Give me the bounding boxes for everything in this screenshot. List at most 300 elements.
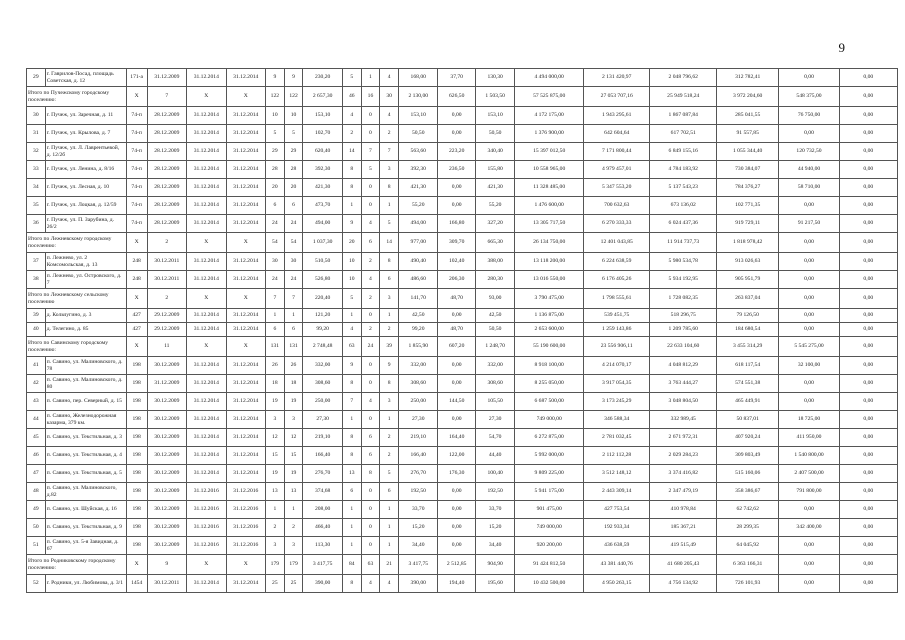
address-cell: п. Савино, ул. Малиновского, д. 78: [45, 357, 126, 375]
table-cell: 490,40: [399, 253, 438, 271]
table-cell: 0,00: [839, 537, 897, 555]
table-cell: 6 176 405,26: [583, 271, 650, 289]
table-cell: 76 750,00: [779, 107, 839, 125]
table-cell: 465 449,91: [717, 393, 779, 411]
table-row: [27, 253, 898, 271]
table-cell: 31.12.2016: [226, 519, 265, 537]
table-cell: 9: [266, 69, 285, 87]
table-cell: 13 118 200,00: [515, 253, 584, 271]
table-cell: 176,30: [438, 465, 475, 483]
table-cell: 20: [342, 233, 361, 253]
table-cell: 31.12.2014: [226, 197, 265, 215]
table-cell: 0,00: [438, 501, 475, 519]
table-cell: 155,80: [475, 161, 514, 179]
table-cell: 30.12.2009: [147, 357, 186, 375]
table-cell: 24: [284, 271, 303, 289]
table-cell: 18 725,00: [779, 411, 839, 429]
table-cell: 31.12.2014: [187, 107, 226, 125]
table-cell: 0,00: [839, 429, 897, 447]
table-cell: 31.12.2016: [187, 537, 226, 555]
table-cell: 8: [342, 429, 361, 447]
table-cell: 46: [27, 447, 46, 465]
table-cell: 31.12.2014: [187, 125, 226, 143]
address-cell: д. Телегино, д. 85: [45, 323, 126, 337]
table-cell: 4 494 000,00: [515, 69, 584, 87]
table-cell: 4: [361, 271, 380, 289]
table-cell: 0,00: [779, 271, 839, 289]
table-row: [27, 323, 898, 337]
address-cell: г. Пучеж, ул. Лесная, д. 10: [45, 179, 126, 197]
table-cell: 37: [27, 253, 46, 271]
table-cell: 9: [147, 555, 186, 575]
table-cell: 374,68: [303, 483, 342, 501]
table-cell: 0,00: [779, 393, 839, 411]
table-cell: 91 557,85: [717, 125, 779, 143]
address-cell: п. Лежнево, ул. 2 Комсомольская, д. 13: [45, 253, 126, 271]
table-cell: 198: [126, 447, 147, 465]
table-cell: 10: [284, 107, 303, 125]
table-cell: 58 710,00: [779, 179, 839, 197]
table-cell: 1: [380, 519, 399, 537]
table-cell: 5: [342, 289, 361, 309]
table-cell: 19: [284, 465, 303, 483]
table-cell: 34,40: [475, 537, 514, 555]
table-cell: 63: [342, 337, 361, 357]
table-cell: 0: [361, 483, 380, 501]
table-cell: 6: [361, 429, 380, 447]
table-cell: 0,00: [839, 87, 897, 107]
table-cell: 93,00: [475, 289, 514, 309]
subtotal-label: Итого по Лежневскому сельскому поселению: [27, 289, 127, 309]
table-cell: 28.12.2009: [147, 107, 186, 125]
table-cell: 276,70: [303, 465, 342, 483]
table-cell: 276,70: [399, 465, 438, 483]
table-cell: 44 940,00: [779, 161, 839, 179]
table-cell: 27,30: [475, 411, 514, 429]
table-cell: 7: [266, 289, 285, 309]
table-cell: 0,00: [839, 215, 897, 233]
table-cell: 31.12.2014: [187, 393, 226, 411]
table-cell: 192,50: [475, 483, 514, 501]
table-cell: 24: [266, 215, 285, 233]
table-cell: 5 347 553,20: [583, 179, 650, 197]
table-cell: 2 781 032,45: [583, 429, 650, 447]
table-cell: 1 818 978,42: [717, 233, 779, 253]
address-cell: г. Пучеж, ул. Л. Лаврентьевой, д. 12/2б: [45, 143, 126, 161]
table-cell: 2: [361, 253, 380, 271]
table-cell: 1: [342, 501, 361, 519]
table-cell: 19: [284, 393, 303, 411]
table-cell: 665,30: [475, 233, 514, 253]
table-cell: 166,80: [438, 215, 475, 233]
table-cell: 30: [284, 253, 303, 271]
table-cell: 166,40: [399, 447, 438, 465]
table-cell: 8: [380, 179, 399, 197]
table-cell: 74-п: [126, 215, 147, 233]
table-cell: 11 328 485,00: [515, 179, 584, 197]
table-cell: 6: [266, 197, 285, 215]
table-cell: 26: [266, 357, 285, 375]
table-cell: 0,00: [839, 309, 897, 323]
table-cell: 2: [147, 289, 186, 309]
table-cell: 48: [27, 483, 46, 501]
table-cell: 43: [27, 393, 46, 411]
address-cell: п. Савино, ул. 5-я Завидная, д. 67: [45, 537, 126, 555]
table-cell: 25: [284, 575, 303, 593]
table-cell: 539 451,75: [583, 309, 650, 323]
table-cell: 0,00: [438, 375, 475, 393]
table-cell: 33,70: [399, 501, 438, 519]
table-cell: 0: [361, 179, 380, 197]
table-cell: 32 100,00: [779, 357, 839, 375]
table-cell: 29: [266, 143, 285, 161]
table-cell: 113,30: [303, 537, 342, 555]
table-cell: 11: [147, 337, 186, 357]
table-cell: X: [226, 555, 265, 575]
table-cell: 427: [126, 323, 147, 337]
table-cell: 31.12.2014: [226, 575, 265, 593]
table-cell: 30: [266, 253, 285, 271]
table-cell: 34: [27, 179, 46, 197]
table-cell: 19: [266, 393, 285, 411]
table-cell: 0,00: [779, 69, 839, 87]
table-cell: 0,00: [779, 309, 839, 323]
table-cell: 411 950,00: [779, 429, 839, 447]
table-cell: 42,50: [399, 309, 438, 323]
address-cell: г. Родники, ул. Любимова, д. 3/1: [45, 575, 126, 593]
table-cell: 2 407 500,00: [779, 465, 839, 483]
table-cell: 6 270 333,33: [583, 215, 650, 233]
table-cell: 977,00: [399, 233, 438, 253]
table-cell: 0,00: [839, 447, 897, 465]
table-cell: 421,30: [303, 179, 342, 197]
subtotal-row: [27, 555, 898, 575]
table-cell: X: [126, 555, 147, 575]
table-cell: 13 016 550,00: [515, 271, 584, 289]
table-cell: 54,70: [475, 429, 514, 447]
table-cell: 0,00: [438, 537, 475, 555]
table-cell: 28.12.2009: [147, 125, 186, 143]
table-cell: 407 920,24: [717, 429, 779, 447]
table-cell: 31.12.2014: [187, 143, 226, 161]
table-cell: 6 272 875,00: [515, 429, 584, 447]
table-cell: 673 136,02: [650, 197, 717, 215]
table-cell: 54: [284, 233, 303, 253]
table-cell: 3 417,75: [399, 555, 438, 575]
table-cell: 3 512 148,12: [583, 465, 650, 483]
table-cell: 10: [342, 253, 361, 271]
table-cell: 30.12.2009: [147, 411, 186, 429]
table-cell: 7: [147, 87, 186, 107]
table-cell: 2 443 309,14: [583, 483, 650, 501]
table-cell: X: [126, 87, 147, 107]
table-cell: 3: [266, 537, 285, 555]
table-cell: 184 680,54: [717, 323, 779, 337]
table-cell: 30.12.2011: [147, 575, 186, 593]
table-cell: 913 026,63: [717, 253, 779, 271]
table-cell: 1 728 082,35: [650, 289, 717, 309]
table-cell: 41: [27, 357, 46, 375]
address-cell: г. Пучеж, ул. Крылова, д. 7: [45, 125, 126, 143]
table-cell: 1 248,70: [475, 337, 514, 357]
table-cell: 2: [380, 323, 399, 337]
table-cell: 31.12.2009: [147, 69, 186, 87]
table-cell: 144,50: [438, 393, 475, 411]
table-cell: 31.12.2014: [226, 271, 265, 289]
table-cell: 31.12.2014: [187, 271, 226, 289]
table-cell: 7: [380, 143, 399, 161]
table-cell: 1: [342, 309, 361, 323]
table-cell: 91 424 812,50: [515, 555, 584, 575]
table-cell: 0: [361, 537, 380, 555]
table-cell: 3 972 204,60: [717, 87, 779, 107]
table-cell: 904,90: [475, 555, 514, 575]
table-cell: 13 305 717,50: [515, 215, 584, 233]
table-cell: 0,00: [438, 125, 475, 143]
table-cell: 308,60: [399, 375, 438, 393]
table-cell: 0,00: [839, 143, 897, 161]
table-cell: 6 224 638,59: [583, 253, 650, 271]
table-cell: 2: [380, 429, 399, 447]
table-row: [27, 537, 898, 555]
table-cell: 31.12.2014: [187, 465, 226, 483]
table-cell: 48,70: [438, 289, 475, 309]
table-cell: 0: [361, 357, 380, 375]
table-cell: 1: [342, 537, 361, 555]
table-cell: 0,00: [438, 357, 475, 375]
table-cell: 64 045,92: [717, 537, 779, 555]
table-cell: 486,60: [399, 271, 438, 289]
table-cell: 285 041,55: [717, 107, 779, 125]
table-cell: 1: [380, 411, 399, 429]
table-cell: 8: [342, 447, 361, 465]
table-cell: 29.12.2009: [147, 309, 186, 323]
table-cell: 726 101,93: [717, 575, 779, 593]
table-cell: 50,50: [475, 125, 514, 143]
table-cell: 0,00: [438, 197, 475, 215]
table-row: [27, 161, 898, 179]
table-cell: 23 556 906,11: [583, 337, 650, 357]
table-cell: 563,60: [399, 143, 438, 161]
page-number: 9: [838, 40, 845, 55]
table-cell: 6: [361, 233, 380, 253]
table-cell: 390,00: [399, 575, 438, 593]
table-cell: 308,60: [475, 375, 514, 393]
table-cell: 74-п: [126, 197, 147, 215]
table-cell: 84: [342, 555, 361, 575]
table-cell: 6: [380, 271, 399, 289]
table-cell: 20: [284, 179, 303, 197]
table-row: [27, 69, 898, 87]
table-cell: 250,00: [303, 393, 342, 411]
table-cell: 31.12.2014: [187, 179, 226, 197]
table-cell: 8: [342, 179, 361, 197]
table-cell: 99,20: [303, 323, 342, 337]
table-cell: 15 397 012,50: [515, 143, 584, 161]
table-cell: 2 657,30: [303, 87, 342, 107]
table-cell: 2: [284, 519, 303, 537]
address-cell: п. Савино, пер. Северный, д. 15: [45, 393, 126, 411]
table-cell: 31.12.2014: [226, 429, 265, 447]
table-cell: 4 214 070,17: [583, 357, 650, 375]
table-cell: X: [226, 337, 265, 357]
table-cell: 427 753,54: [583, 501, 650, 519]
table-cell: 166,40: [303, 447, 342, 465]
table-cell: 50,50: [399, 125, 438, 143]
table-cell: 30.12.2009: [147, 393, 186, 411]
table-cell: 0,00: [839, 575, 897, 593]
table-cell: 2 671 972,31: [650, 429, 717, 447]
subtotal-row: [27, 289, 898, 309]
table-cell: 2 048 796,62: [650, 69, 717, 87]
table-cell: 1 037,30: [303, 233, 342, 253]
table-cell: 31.12.2014: [187, 215, 226, 233]
table-cell: 494,00: [303, 215, 342, 233]
table-cell: X: [187, 233, 226, 253]
table-row: [27, 519, 898, 537]
table-cell: 27 053 707,16: [583, 87, 650, 107]
table-cell: 57 525 875,00: [515, 87, 584, 107]
table-cell: 8: [380, 375, 399, 393]
table-cell: 626,50: [438, 87, 475, 107]
table-cell: 18: [266, 375, 285, 393]
table-cell: 179: [284, 555, 303, 575]
table-cell: 13: [342, 465, 361, 483]
table-cell: X: [226, 87, 265, 107]
table-row: [27, 465, 898, 483]
table-cell: 37,70: [438, 69, 475, 87]
table-cell: 223,20: [438, 143, 475, 161]
table-cell: 39: [27, 309, 46, 323]
table-cell: 2 347 479,19: [650, 483, 717, 501]
table-cell: 30.12.2009: [147, 465, 186, 483]
table-cell: 4 784 183,92: [650, 161, 717, 179]
table-cell: 171-а: [126, 69, 147, 87]
table-cell: 0,00: [438, 483, 475, 501]
table-cell: 198: [126, 357, 147, 375]
table-cell: 905 951,79: [717, 271, 779, 289]
table-cell: 392,30: [303, 161, 342, 179]
table-cell: 0: [361, 501, 380, 519]
table-cell: 1 943 295,61: [583, 107, 650, 125]
table-cell: 6: [266, 323, 285, 337]
table-cell: 8: [361, 465, 380, 483]
table-cell: 0: [361, 411, 380, 429]
table-cell: 5: [361, 161, 380, 179]
table-cell: 3 917 054,35: [583, 375, 650, 393]
table-cell: 31.12.2016: [187, 501, 226, 519]
table-cell: 607,20: [438, 337, 475, 357]
table-cell: 0,00: [839, 125, 897, 143]
table-cell: 1 476 600,00: [515, 197, 584, 215]
table-cell: 26 134 750,00: [515, 233, 584, 253]
table-cell: 1: [361, 69, 380, 87]
table-cell: 198: [126, 537, 147, 555]
table-cell: 436 638,59: [583, 537, 650, 555]
table-cell: 3 763 444,27: [650, 375, 717, 393]
table-cell: 1 209 785,60: [650, 323, 717, 337]
table-cell: 32: [27, 143, 46, 161]
table-cell: 5 980 534,78: [650, 253, 717, 271]
table-cell: 51: [27, 537, 46, 555]
table-cell: 346 588,34: [583, 411, 650, 429]
table-cell: 791 800,00: [779, 483, 839, 501]
table-cell: 1: [380, 309, 399, 323]
table-cell: 0,00: [839, 483, 897, 501]
table-cell: 700 632,63: [583, 197, 650, 215]
table-cell: 35: [27, 197, 46, 215]
table-cell: 642 604,64: [583, 125, 650, 143]
table-cell: 31.12.2016: [187, 483, 226, 501]
table-cell: 0,00: [779, 289, 839, 309]
subtotal-label: Итого по Пучежскому городскому поселению:: [27, 87, 127, 107]
table-cell: 392,30: [399, 161, 438, 179]
table-row: [27, 575, 898, 593]
table-cell: 91 217,50: [779, 215, 839, 233]
table-cell: 31.12.2014: [187, 69, 226, 87]
table-cell: 332,00: [399, 357, 438, 375]
address-cell: г. Гаврилов-Посад, площадь Советская, д. 12: [45, 69, 126, 87]
table-cell: 30.12.2009: [147, 447, 186, 465]
table-cell: 1 798 555,61: [583, 289, 650, 309]
table-cell: 0: [361, 197, 380, 215]
table-cell: 5 934 192,95: [650, 271, 717, 289]
table-cell: 27,30: [399, 411, 438, 429]
table-cell: 4: [380, 69, 399, 87]
table-cell: 3: [380, 393, 399, 411]
table-cell: 248: [126, 253, 147, 271]
address-cell: д. Кольчугино, д. 3: [45, 309, 126, 323]
table-cell: 31.12.2014: [187, 357, 226, 375]
table-cell: 1: [380, 537, 399, 555]
table-cell: 1 855,90: [399, 337, 438, 357]
table-row: [27, 309, 898, 323]
table-cell: 7: [342, 393, 361, 411]
table-cell: 2: [342, 125, 361, 143]
table-row: [27, 393, 898, 411]
table-cell: 0,00: [839, 519, 897, 537]
table-cell: 31.12.2014: [226, 323, 265, 337]
table-cell: 4: [361, 575, 380, 593]
table-cell: 99,20: [399, 323, 438, 337]
table-cell: 198: [126, 411, 147, 429]
table-cell: 22 633 104,60: [650, 337, 717, 357]
table-cell: 419 515,49: [650, 537, 717, 555]
table-cell: 198: [126, 393, 147, 411]
table-cell: 102 771,35: [717, 197, 779, 215]
table-cell: 74-п: [126, 179, 147, 197]
table-cell: 31.12.2014: [187, 575, 226, 593]
table-cell: 195,60: [475, 575, 514, 593]
table-cell: 230,20: [303, 69, 342, 87]
address-cell: г. Пучеж, ул. Ленина, д. 8/16: [45, 161, 126, 179]
table-cell: 1: [342, 411, 361, 429]
table-cell: 102,40: [438, 253, 475, 271]
address-cell: п. Савино, ул. Текстильная, д. 4: [45, 447, 126, 465]
table-cell: 31.12.2014: [226, 107, 265, 125]
table-cell: 3 790 475,00: [515, 289, 584, 309]
table-cell: 5 137 543,23: [650, 179, 717, 197]
subtotal-row: [27, 337, 898, 357]
table-cell: 0,00: [779, 555, 839, 575]
table-cell: 1: [284, 501, 303, 519]
table-cell: 2 512,85: [438, 555, 475, 575]
table-cell: 0,00: [839, 253, 897, 271]
table-row: [27, 125, 898, 143]
table-cell: 31.12.2014: [226, 215, 265, 233]
table-cell: 55 190 600,00: [515, 337, 584, 357]
table-cell: 5: [266, 125, 285, 143]
